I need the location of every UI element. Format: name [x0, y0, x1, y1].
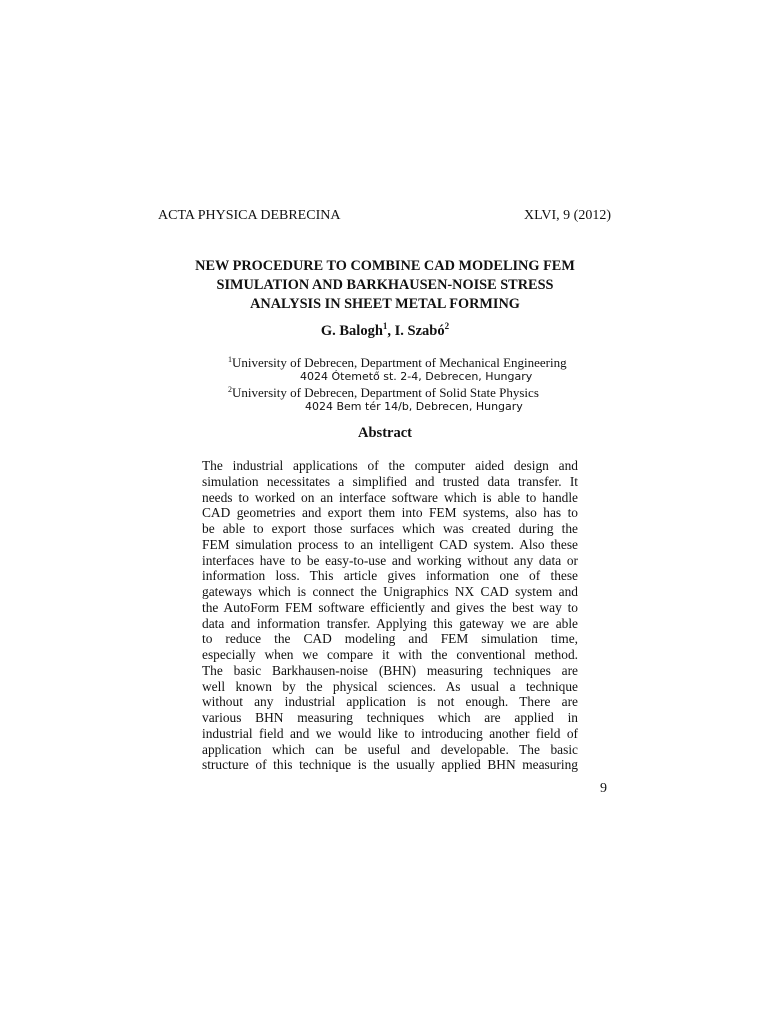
affiliation-address: 4024 Ótemető st. 2-4, Debrecen, Hungary: [300, 370, 533, 383]
title-line: ANALYSIS IN SHEET METAL FORMING: [250, 296, 520, 312]
abstract-line: industrial field and we would like to introducing another field of: [202, 725, 578, 741]
abstract-line: to reduce the CAD modeling and FEM simulation time,: [202, 631, 578, 647]
author-affiliation-marker: 2: [444, 321, 450, 331]
affiliation-text: University of Debrecen, Department of Mechanical Engineering: [232, 355, 567, 370]
affiliation-marker: 1: [228, 355, 232, 364]
author-separator: ,: [387, 323, 395, 339]
abstract-line: interfaces have to be easy-to-use and working without any data or: [202, 552, 578, 568]
journal-name: ACTA PHYSICA DEBRECINA: [158, 208, 341, 223]
abstract-line: application which can be useful and developable. The basic: [202, 741, 578, 757]
affiliation-text: University of Debrecen, Department of Solid State Physics: [232, 385, 539, 400]
abstract-line: data and information transfer. Applying this gateway we are able: [202, 615, 578, 631]
abstract-line: be able to export those surfaces which was created during the: [202, 521, 578, 536]
paper-title: [150, 257, 620, 314]
abstract-line: well known by the physical sciences. As usual a technique: [202, 678, 578, 694]
author-affiliation-marker: 1: [382, 321, 388, 331]
volume-info: XLVI, 9 (2012): [524, 208, 611, 223]
abstract-line: structure of this technique is the usually applied BHN measuring: [202, 757, 578, 773]
title-line: SIMULATION AND BARKHAUSEN-NOISE STRESS: [216, 277, 554, 293]
author-name: I. Szabó: [394, 323, 445, 339]
abstract-line: simulation necessitates a simplified and trusted data transfer. It: [202, 473, 578, 489]
abstract-line: The basic Barkhausen-noise (BHN) measuring techniques are: [202, 662, 578, 678]
abstract-line: The industrial applications of the computer aided design and: [202, 458, 578, 473]
affiliation-marker: 2: [228, 385, 232, 394]
author-list: [150, 321, 620, 340]
running-head: [158, 208, 611, 224]
title-line: NEW PROCEDURE TO COMBINE CAD MODELING FEM: [195, 258, 575, 274]
page-number: 9: [600, 781, 607, 796]
abstract-line: information loss. This article gives information one of these: [202, 568, 578, 584]
abstract-line: the AutoForm FEM software efficiently and gives the best way to: [202, 599, 578, 615]
affiliation-address: 4024 Bem tér 14/b, Debrecen, Hungary: [305, 400, 523, 413]
abstract-line: gateways which is connect the Unigraphics NX CAD system and: [202, 584, 578, 599]
abstract-line: various BHN measuring techniques which are applied in: [202, 710, 578, 725]
abstract-line: FEM simulation process to an intelligent CAD system. Also these: [202, 536, 578, 552]
abstract-heading: Abstract: [358, 425, 412, 441]
abstract-line: especially when we compare it with the conventional method.: [202, 647, 578, 662]
author-name: G. Balogh: [320, 323, 383, 339]
abstract-body: [202, 458, 578, 773]
abstract-line: CAD geometries and export them into FEM systems, also has to: [202, 505, 578, 521]
abstract-line: without any industrial application is not enough. There are: [202, 694, 578, 710]
abstract-line: needs to worked on an interface software which is able to handle: [202, 489, 578, 505]
